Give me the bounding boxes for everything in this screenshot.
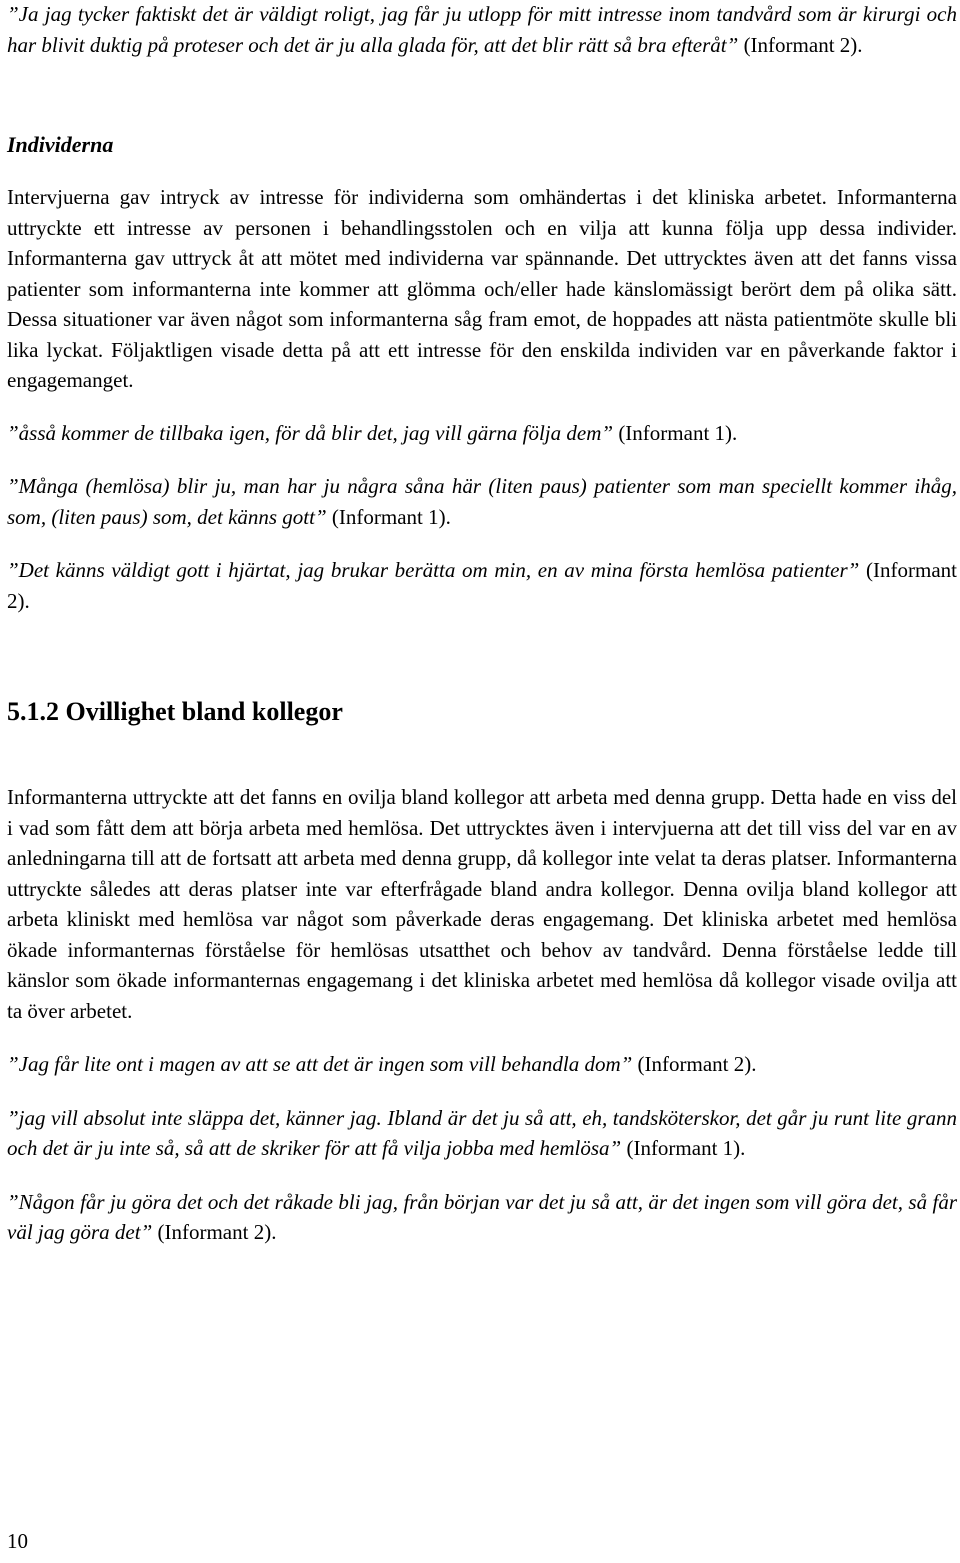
quote-source: (Informant 2). [7, 558, 957, 613]
informant-quote-4 [7, 555, 957, 616]
quote-text: ”Jag får lite ont i magen av att se att det är ingen som vill behandla dom” [7, 1052, 633, 1076]
informant-quote-2 [7, 418, 957, 449]
informant-quote-6 [7, 1103, 957, 1164]
quote-text: ”jag vill absolut inte släppa det, känner jag. Ibland är det ju så att, eh, tandsköterskor, det går ju runt lite grann och det är ju inte så, så att de skriker för att få vilja jobba med hemlösa” [7, 1105, 957, 1160]
quote-source: (Informant 2). [632, 1052, 757, 1076]
quote-text: ”Det känns väldigt gott i hjärtat, jag brukar berätta om min, en av mina första hemlösa patienter” [7, 558, 860, 582]
quote-text: ”Många (hemlösa) blir ju, man har ju några såna här (liten paus) patienter som man speciellt kommer ihåg, som, (liten paus) som, det känns gott” [7, 474, 957, 529]
quote-source: (Informant 2). [738, 32, 863, 57]
informant-quote-7 [7, 1187, 957, 1248]
paragraph-ovillighet: Informanterna uttryckte att det fanns en ovilja bland kollegor att arbeta med denna grupp. Detta hade en viss del i vad som fått dem att börja arbeta med hemlösa. Det uttrycktes även i intervjuerna att det till viss del var en av anledningarna till att de fortsatt att arbeta med denna grupp, då kollegor inte velat ta deras platser. Informanterna uttryckte således att deras platser inte var efterfrågade bland andra kollegor. Denna ovilja bland kollegor att arbeta kliniskt med hemlösa var något som påverkade deras engagemang. Det kliniska arbetet med hemlösa ökade informanternas förståelse för hemlösas utsatthet och behov av tandvård. Denna förståelse ledde till känslor som ökade informanternas engagemang i det kliniska arbetet med hemlösa då kollegor visade ovilja att ta över arbetet. [7, 785, 957, 1023]
quote-source: (Informant 1). [613, 420, 738, 445]
quote-text: ”åsså kommer de tillbaka igen, för då blir det, jag vill gärna följa dem” [7, 420, 614, 445]
document-page [7, 0, 957, 1248]
informant-quote-5 [7, 1049, 957, 1080]
paragraph-individerna: Intervjuerna gav intryck av intresse för individerna som omhändertas i det kliniska arbetet. Informanterna uttryckte ett intresse av personen i behandlingsstolen och en vilja att kunna följa upp dessa individer. Informanterna gav uttryck åt att mötet med individerna var spännande. Det uttrycktes även att det fanns vissa patienter som informanterna inte kommer att glömma och/eller hade känslomässigt berört dem på olika sätt. Dessa situationer var även något som informanterna såg fram emot, de hoppades att nästa patientmöte skulle bli lika lyckat. Följaktligen visade detta på att ett intresse för den enskilda individen var en påverkande faktor i engagemanget. [7, 185, 957, 392]
informant-quote-1 [7, 0, 957, 60]
subheading-individerna: Individerna [7, 132, 114, 157]
page-number: 10 [7, 1529, 28, 1553]
quote-source: (Informant 2). [152, 1220, 277, 1244]
section-heading-ovillighet: 5.1.2 Ovillighet bland kollegor [7, 697, 343, 726]
quote-source: (Informant 1). [326, 504, 451, 529]
quote-source: (Informant 1). [621, 1136, 746, 1160]
quote-text: ”Någon får ju göra det och det råkade bli jag, från början var det ju så att, är det ingen som vill göra det, så får väl jag göra det” [7, 1189, 957, 1244]
informant-quote-3 [7, 471, 957, 532]
quote-text: ”Ja jag tycker faktiskt det är väldigt roligt, jag får ju utlopp för mitt intresse inom tandvård som är kirurgi och har blivit duktig på proteser och det är ju alla glada för, att det blir rätt så bra efteråt” [7, 2, 957, 57]
